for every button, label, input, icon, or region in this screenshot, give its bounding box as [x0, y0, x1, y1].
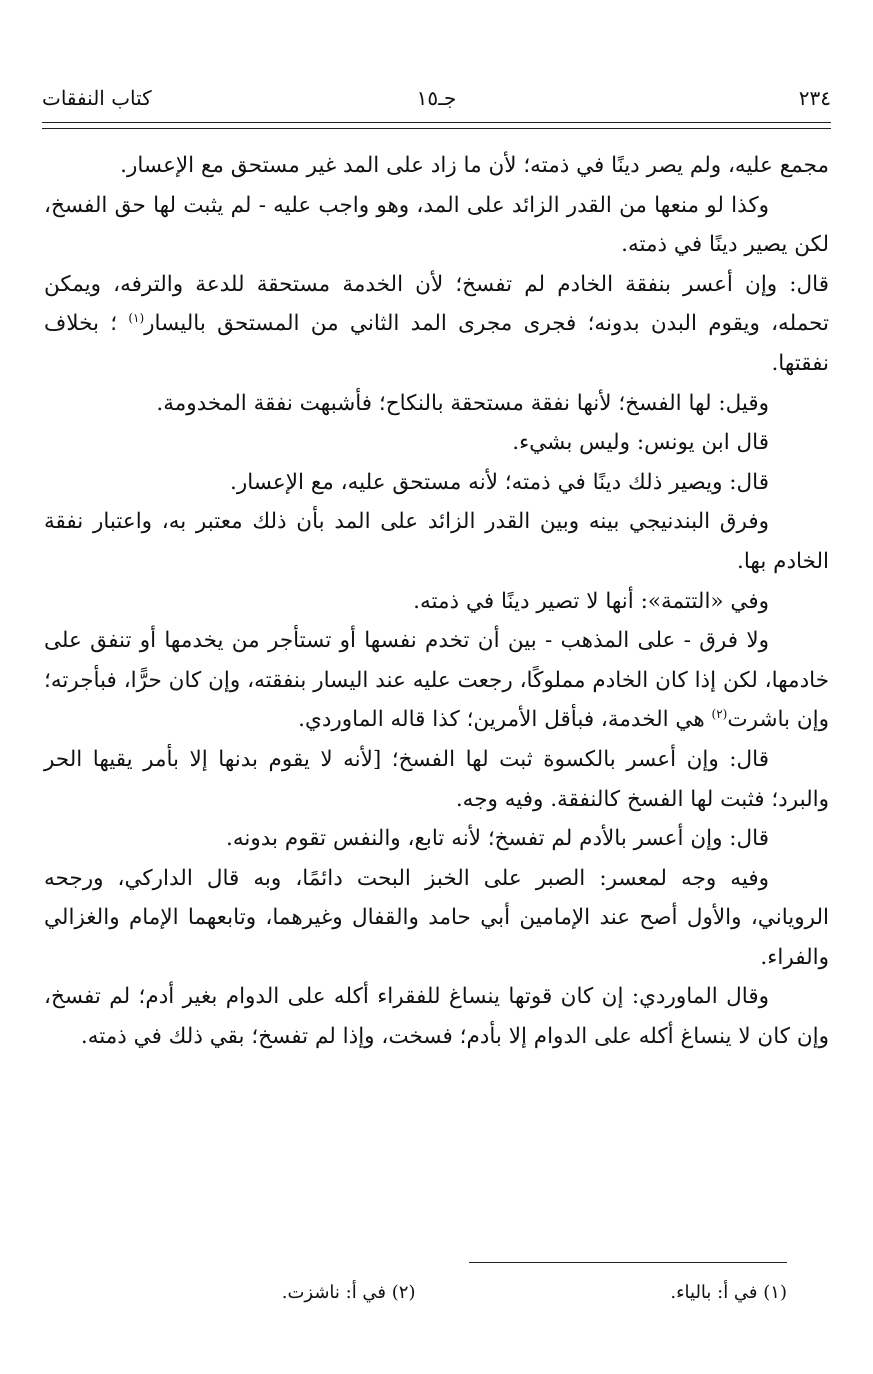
paragraph: وفرق البندنيجي بينه وبين القدر الزائد على المد بأن ذلك معتبر به، واعتبار نفقة الخادم بها.: [44, 509, 829, 574]
footnotes: [44, 1282, 787, 1303]
paragraph: وفيه وجه لمعسر: الصبر على الخبز البحت دائمًا، وبه قال الداركي، ورجحه الروياني، والأول أصح عند الإمامين أبي حامد والقفال وغيرهما، وتابعهما الإمام والغزالي والفراء.: [44, 865, 829, 970]
paragraph: وقيل: لها الفسخ؛ لأنها نفقة مستحقة بالنكاح؛ فأشبهت نفقة المخدومة.: [156, 390, 769, 416]
paragraph: وكذا لو منعها من القدر الزائد على المد، وهو واجب عليه - لم يثبت لها حق الفسخ، لكن يصير دينًا في ذمته.: [44, 192, 829, 258]
header-rule-thick: [42, 122, 831, 123]
footnote-marker: (٢): [711, 707, 728, 722]
paragraph: مجمع عليه، ولم يصر دينًا في ذمته؛ لأن ما زاد على المد غير مستحق مع الإعسار.: [120, 153, 829, 178]
volume-label: جـ١٥: [416, 86, 457, 110]
page-number: ٢٣٤: [798, 86, 831, 110]
footnote-rule: [469, 1262, 787, 1263]
paragraph: قال ابن يونس: وليس بشيء.: [512, 430, 769, 456]
paragraph: [44, 265, 829, 384]
paragraph-text: قال: وإن أعسر بنفقة الخادم لم تفسخ؛ لأن الخدمة مستحقة للدعة والترفه، ويمكن تحمله، ويقوم البدن بدونه؛ فجرى مجرى المد الثاني من المستحق باليسار: [44, 271, 829, 337]
paragraph-text: ؛ بخلاف نفقتها.: [44, 311, 829, 376]
paragraph: [44, 621, 829, 740]
paragraph-text: ولا فرق - على المذهب - بين أن تخدم نفسها أو تستأجر من يخدمها أو تنفق على خادمها، لكن إذا كان الخادم مملوكًا، رجعت عليه عند اليسار بنفقته، وإن كان حرًّا، فبأجرته؛ وإن باشرت: [44, 628, 829, 733]
footnote-2: (٢) في أ: ناشزت.: [281, 1282, 416, 1303]
paragraph: قال: وإن أعسر بالأدم لم تفسخ؛ لأنه تابع، والنفس تقوم بدونه.: [226, 826, 769, 852]
paragraph: قال: ويصير ذلك دينًا في ذمته؛ لأنه مستحق عليه، مع الإعسار.: [229, 469, 769, 495]
header-rule-thin: [42, 128, 831, 129]
footnote-1: (١) في أ: بالياء.: [670, 1282, 787, 1303]
main-text: [44, 146, 829, 1057]
paragraph: قال: وإن أعسر بالكسوة ثبت لها الفسخ؛ [لأنه لا يقوم بدنها إلا بأمر يقيها الحر والبرد؛ فثبت لها الفسخ كالنفقة. وفيه وجه.: [44, 746, 829, 812]
paragraph: وقال الماوردي: إن كان قوتها ينساغ للفقراء أكله على الدوام بغير أدم؛ لم تفسخ، وإن كان لا ينساغ أكله على الدوام إلا بأدم؛ فسخت، وإذا لم تفسخ؛ بقي ذلك في ذمته.: [44, 984, 829, 1050]
book-title: كتاب النفقات: [42, 86, 152, 110]
running-header: [42, 86, 831, 122]
footnote-marker: (١): [128, 311, 145, 326]
paragraph: وفي «التتمة»: أنها لا تصير دينًا في ذمته.: [413, 588, 769, 614]
paragraph-text: هي الخدمة، فبأقل الأمرين؛ كذا قاله الماوردي.: [298, 707, 712, 733]
